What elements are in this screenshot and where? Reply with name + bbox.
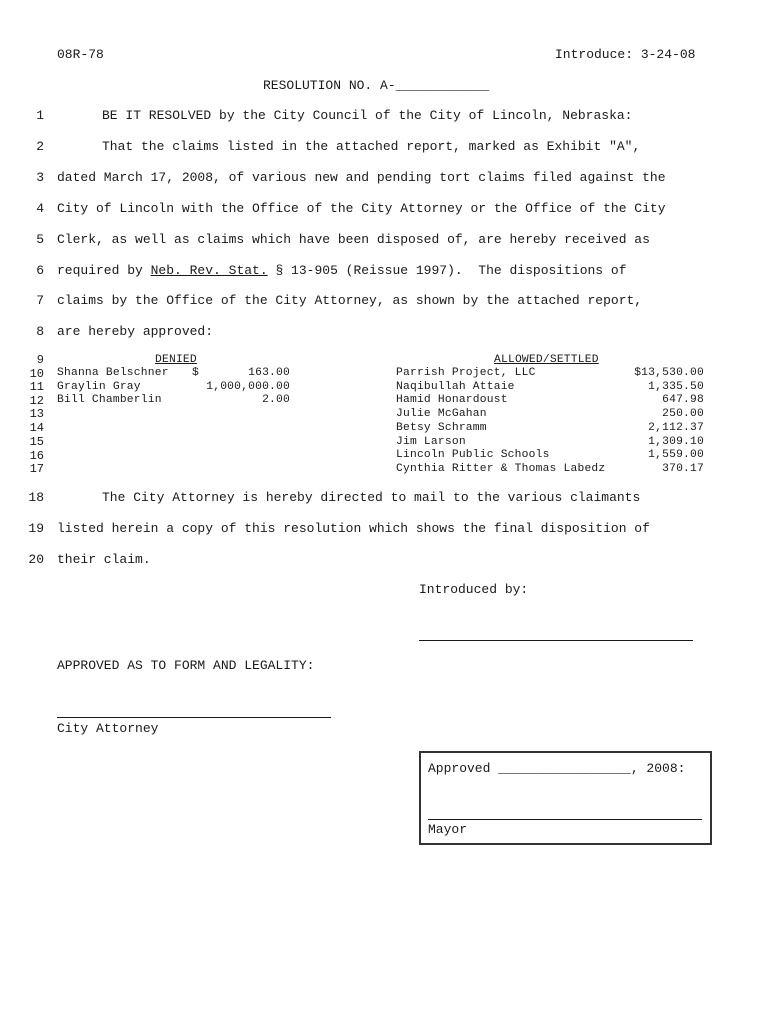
line-number: 11	[29, 380, 44, 394]
document-number: 08R-78	[57, 47, 104, 62]
resolution-title: RESOLUTION NO. A-____________	[263, 78, 490, 93]
body-line-1: BE IT RESOLVED by the City Council of the City of Lincoln, Nebraska:	[102, 108, 633, 123]
allowed-name: Lincoln Public Schools	[396, 449, 550, 461]
allowed-name: Naqibullah Attaie	[396, 381, 515, 393]
introduced-by-label: Introduced by:	[419, 582, 529, 597]
body-line-6-rest: § 13-905 (Reissue 1997). The dispositions of	[267, 263, 627, 278]
line-number: 8	[36, 324, 44, 339]
line-number: 9	[36, 353, 44, 367]
approved-form-label: APPROVED AS TO FORM AND LEGALITY:	[57, 658, 315, 673]
line-number: 13	[29, 407, 44, 421]
denied-name: Graylin Gray	[57, 381, 141, 393]
line-number: 3	[36, 170, 44, 185]
body-line-5: Clerk, as well as claims which have been disposed of, are hereby received as	[57, 232, 650, 247]
body-line-2: That the claims listed in the attached report, marked as Exhibit "A",	[102, 139, 641, 154]
approved-date-label: Approved _________________, 2008:	[428, 761, 686, 776]
line-number: 2	[36, 139, 44, 154]
denied-currency: $	[192, 367, 199, 379]
allowed-name: Cynthia Ritter & Thomas Labedz	[396, 463, 606, 475]
line-number: 1	[36, 108, 44, 123]
line-number: 17	[29, 462, 44, 476]
body-line-8: are hereby approved:	[57, 324, 214, 339]
body-line-20: their claim.	[57, 552, 151, 567]
line-number: 20	[28, 552, 44, 567]
body-line-6	[57, 263, 627, 278]
line-number: 15	[29, 435, 44, 449]
line-number: 18	[28, 490, 44, 505]
mayor-signature-line	[428, 819, 702, 820]
body-line-19: listed herein a copy of this resolution which shows the final disposition of	[57, 521, 650, 536]
denied-name: Shanna Belschner	[57, 367, 169, 379]
denied-amount: 1,000,000.00	[206, 381, 290, 393]
line-number: 19	[28, 521, 44, 536]
allowed-name: Jim Larson	[396, 436, 466, 448]
allowed-amount: 2,112.37	[648, 422, 704, 434]
denied-name: Bill Chamberlin	[57, 394, 162, 406]
allowed-name: Hamid Honardoust	[396, 394, 508, 406]
allowed-header: ALLOWED/SETTLED	[494, 354, 599, 366]
line-number: 5	[36, 232, 44, 247]
denied-header: DENIED	[155, 354, 197, 366]
allowed-amount: $13,530.00	[634, 367, 704, 379]
line-number: 12	[29, 394, 44, 408]
allowed-name: Parrish Project, LLC	[396, 367, 536, 379]
denied-amount: 2.00	[262, 394, 290, 406]
body-line-4: City of Lincoln with the Office of the City Attorney or the Office of the City	[57, 201, 666, 216]
allowed-amount: 370.17	[662, 463, 704, 475]
allowed-name: Julie McGahan	[396, 408, 487, 420]
mayor-label: Mayor	[428, 822, 468, 837]
body-line-6-text: required by	[57, 263, 151, 278]
body-line-18: The City Attorney is hereby directed to mail to the various claimants	[102, 490, 641, 505]
body-line-7: claims by the Office of the City Attorney, as shown by the attached report,	[57, 293, 643, 308]
city-attorney-label: City Attorney	[57, 721, 159, 736]
line-number: 4	[36, 201, 44, 216]
allowed-amount: 1,559.00	[648, 449, 704, 461]
line-number: 10	[29, 367, 44, 381]
line-number: 14	[29, 421, 44, 435]
introducer-signature-line	[419, 640, 693, 641]
allowed-amount: 250.00	[662, 408, 704, 420]
allowed-amount: 1,309.10	[648, 436, 704, 448]
statute-citation: Neb. Rev. Stat.	[150, 263, 268, 278]
allowed-amount: 647.98	[662, 394, 704, 406]
line-number: 7	[36, 293, 44, 308]
introduce-date: Introduce: 3-24-08	[555, 47, 696, 62]
line-number: 16	[29, 449, 44, 463]
allowed-name: Betsy Schramm	[396, 422, 487, 434]
attorney-signature-line	[57, 717, 331, 718]
line-number: 6	[36, 263, 44, 278]
denied-amount: 163.00	[248, 367, 290, 379]
body-line-3: dated March 17, 2008, of various new and pending tort claims filed against the	[57, 170, 666, 185]
allowed-amount: 1,335.50	[648, 381, 704, 393]
